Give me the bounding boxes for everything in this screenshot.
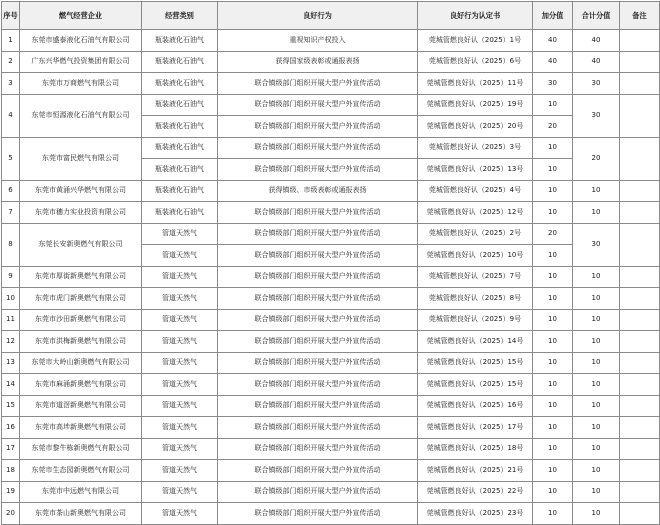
table-row xyxy=(2,223,660,245)
cell-cert: 莞城管燃良好认（2025）8号 xyxy=(418,288,533,310)
cell-type: 瓶装液化石油气 xyxy=(142,30,218,52)
cell-type: 瓶装液化石油气 xyxy=(142,180,218,202)
cell-no: 19 xyxy=(2,481,20,503)
cell-add: 10 xyxy=(533,331,573,353)
cell-type: 瓶装液化石油气 xyxy=(142,94,218,116)
cell-add: 10 xyxy=(533,309,573,331)
cell-cert: 莞城管燃良好认（2025）14号 xyxy=(418,331,533,353)
cell-total: 10 xyxy=(573,266,620,288)
cell-no: 12 xyxy=(2,331,20,353)
cell-enterprise: 东莞市黎牛栋新奥燃气有限公司 xyxy=(20,438,142,460)
cell-type: 瓶装液化石油气 xyxy=(142,159,218,181)
cell-action: 联合镇级部门组织开展大型户外宣传活动 xyxy=(218,460,418,482)
cell-no: 10 xyxy=(2,288,20,310)
cell-enterprise: 东莞长安新奥燃气有限公司 xyxy=(20,223,142,266)
cell-action: 获得镇级、市级表彰或通报表扬 xyxy=(218,180,418,202)
cell-add: 10 xyxy=(533,288,573,310)
cell-cert: 莞城管燃良好认（2025）21号 xyxy=(418,460,533,482)
cell-note xyxy=(620,460,660,482)
cell-action: 联合镇级部门组织开展大型户外宣传活动 xyxy=(218,395,418,417)
cell-enterprise: 东莞市洪梅新奥燃气有限公司 xyxy=(20,331,142,353)
cell-note xyxy=(620,438,660,460)
cell-action: 联合镇级部门组织开展大型户外宣传活动 xyxy=(218,73,418,95)
cell-type: 管道天然气 xyxy=(142,223,218,245)
cell-note xyxy=(620,137,660,180)
table-row xyxy=(2,94,660,116)
cell-no: 5 xyxy=(2,137,20,180)
cell-note xyxy=(620,374,660,396)
table-row xyxy=(2,460,660,482)
cell-enterprise: 东莞市麻涌新奥燃气有限公司 xyxy=(20,374,142,396)
cell-action: 联合镇级部门组织开展大型户外宣传活动 xyxy=(218,202,418,224)
table-row xyxy=(2,481,660,503)
cell-no: 9 xyxy=(2,266,20,288)
cell-action: 重视知识产权投入 xyxy=(218,30,418,52)
cell-cert: 莞城管燃良好认（2025）16号 xyxy=(418,395,533,417)
cell-add: 10 xyxy=(533,352,573,374)
cell-add: 10 xyxy=(533,481,573,503)
cell-note xyxy=(620,331,660,353)
cell-enterprise: 广东兴华燃气投资集团有限公司 xyxy=(20,51,142,73)
cell-cert: 莞城管燃良好认（2025）10号 xyxy=(418,245,533,267)
cell-enterprise: 东莞市恒源液化石油气有限公司 xyxy=(20,94,142,137)
cell-no: 18 xyxy=(2,460,20,482)
cell-add: 30 xyxy=(533,73,573,95)
cell-cert: 莞城管燃良好认（2025）7号 xyxy=(418,266,533,288)
cell-type: 瓶装液化石油气 xyxy=(142,137,218,159)
cell-no: 20 xyxy=(2,503,20,525)
header-note: 备注 xyxy=(620,2,660,30)
cell-total: 10 xyxy=(573,395,620,417)
cell-note xyxy=(620,309,660,331)
cell-total: 20 xyxy=(573,137,620,180)
table-row xyxy=(2,266,660,288)
cell-enterprise: 东莞市黄涌兴华燃气有限公司 xyxy=(20,180,142,202)
cell-cert: 莞城管燃良好认（2025）15号 xyxy=(418,352,533,374)
table-row xyxy=(2,73,660,95)
cell-add: 10 xyxy=(533,374,573,396)
cell-add: 10 xyxy=(533,137,573,159)
cell-note xyxy=(620,51,660,73)
cell-add: 20 xyxy=(533,116,573,138)
cell-type: 瓶装液化石油气 xyxy=(142,51,218,73)
table-row xyxy=(2,331,660,353)
cell-total: 10 xyxy=(573,503,620,525)
cell-action: 联合镇级部门组织开展大型户外宣传活动 xyxy=(218,309,418,331)
header-type: 经营类别 xyxy=(142,2,218,30)
cell-type: 瓶装液化石油气 xyxy=(142,202,218,224)
cell-total: 10 xyxy=(573,460,620,482)
header-row xyxy=(2,2,660,30)
cell-no: 3 xyxy=(2,73,20,95)
cell-type: 管道天然气 xyxy=(142,460,218,482)
header-enterprise: 燃气经营企业 xyxy=(20,2,142,30)
header-action: 良好行为 xyxy=(218,2,418,30)
cell-cert: 莞城管燃良好认（2025）20号 xyxy=(418,116,533,138)
table-row xyxy=(2,137,660,159)
cell-enterprise: 东莞市生态园新奥燃气有限公司 xyxy=(20,460,142,482)
cell-type: 管道天然气 xyxy=(142,438,218,460)
cell-cert: 莞城管燃良好认（2025）15号 xyxy=(418,374,533,396)
cell-enterprise: 东莞市道滘新奥燃气有限公司 xyxy=(20,395,142,417)
table-row xyxy=(2,309,660,331)
cell-total: 10 xyxy=(573,288,620,310)
cell-total: 10 xyxy=(573,352,620,374)
cell-type: 管道天然气 xyxy=(142,266,218,288)
table-row xyxy=(2,395,660,417)
cell-total: 10 xyxy=(573,438,620,460)
cell-no: 8 xyxy=(2,223,20,266)
cell-no: 16 xyxy=(2,417,20,439)
table-row xyxy=(2,374,660,396)
good-behavior-table xyxy=(1,1,660,525)
table-row xyxy=(2,180,660,202)
header-add: 加分值 xyxy=(533,2,573,30)
cell-no: 1 xyxy=(2,30,20,52)
cell-no: 17 xyxy=(2,438,20,460)
cell-cert: 莞城管燃良好认（2025）2号 xyxy=(418,223,533,245)
cell-action: 联合镇级部门组织开展大型户外宣传活动 xyxy=(218,481,418,503)
cell-cert: 莞城管燃良好认（2025）23号 xyxy=(418,503,533,525)
cell-action: 联合镇级部门组织开展大型户外宣传活动 xyxy=(218,438,418,460)
cell-action: 联合镇级部门组织开展大型户外宣传活动 xyxy=(218,417,418,439)
cell-add: 20 xyxy=(533,223,573,245)
table-row xyxy=(2,417,660,439)
cell-action: 联合镇级部门组织开展大型户外宣传活动 xyxy=(218,352,418,374)
cell-action: 联合镇级部门组织开展大型户外宣传活动 xyxy=(218,503,418,525)
cell-note xyxy=(620,94,660,137)
cell-add: 10 xyxy=(533,266,573,288)
cell-note xyxy=(620,395,660,417)
cell-total: 40 xyxy=(573,30,620,52)
cell-action: 联合镇级部门组织开展大型户外宣传活动 xyxy=(218,331,418,353)
cell-type: 瓶装液化石油气 xyxy=(142,73,218,95)
cell-type: 管道天然气 xyxy=(142,331,218,353)
cell-action: 联合镇级部门组织开展大型户外宣传活动 xyxy=(218,374,418,396)
cell-enterprise: 东莞市大岭山新奥燃气有限公司 xyxy=(20,352,142,374)
cell-enterprise: 东莞市高埗新奥燃气有限公司 xyxy=(20,417,142,439)
cell-total: 10 xyxy=(573,417,620,439)
cell-no: 6 xyxy=(2,180,20,202)
cell-no: 11 xyxy=(2,309,20,331)
cell-note xyxy=(620,73,660,95)
table-row xyxy=(2,288,660,310)
cell-total: 40 xyxy=(573,51,620,73)
table-row xyxy=(2,503,660,525)
cell-enterprise: 东莞市万商燃气有限公司 xyxy=(20,73,142,95)
cell-total: 10 xyxy=(573,180,620,202)
cell-no: 14 xyxy=(2,374,20,396)
cell-note xyxy=(620,202,660,224)
cell-cert: 莞城管燃良好认（2025）13号 xyxy=(418,159,533,181)
cell-add: 10 xyxy=(533,395,573,417)
cell-total: 30 xyxy=(573,73,620,95)
cell-enterprise: 东莞市茶山新奥燃气有限公司 xyxy=(20,503,142,525)
cell-note xyxy=(620,481,660,503)
cell-type: 管道天然气 xyxy=(142,352,218,374)
cell-action: 联合镇级部门组织开展大型户外宣传活动 xyxy=(218,266,418,288)
cell-cert: 莞城管燃良好认（2025）12号 xyxy=(418,202,533,224)
cell-type: 管道天然气 xyxy=(142,309,218,331)
cell-action: 联合镇级部门组织开展大型户外宣传活动 xyxy=(218,137,418,159)
cell-cert: 莞城管燃良好认（2025）22号 xyxy=(418,481,533,503)
cell-cert: 莞城管燃良好认（2025）1号 xyxy=(418,30,533,52)
table-body xyxy=(2,30,660,525)
cell-enterprise: 东莞市厚街新奥燃气有限公司 xyxy=(20,266,142,288)
cell-type: 管道天然气 xyxy=(142,374,218,396)
cell-no: 7 xyxy=(2,202,20,224)
cell-action: 联合镇级部门组织开展大型户外宣传活动 xyxy=(218,159,418,181)
cell-total: 10 xyxy=(573,309,620,331)
cell-enterprise: 东莞市穗力实业投资有限公司 xyxy=(20,202,142,224)
cell-cert: 莞城管燃良好认（2025）18号 xyxy=(418,438,533,460)
cell-add: 10 xyxy=(533,202,573,224)
header-cert: 良好行为认定书 xyxy=(418,2,533,30)
cell-type: 管道天然气 xyxy=(142,481,218,503)
header-total: 合计分值 xyxy=(573,2,620,30)
cell-total: 30 xyxy=(573,223,620,266)
cell-type: 管道天然气 xyxy=(142,245,218,267)
cell-total: 10 xyxy=(573,481,620,503)
cell-add: 40 xyxy=(533,30,573,52)
cell-no: 15 xyxy=(2,395,20,417)
cell-action: 联合镇级部门组织开展大型户外宣传活动 xyxy=(218,94,418,116)
cell-cert: 莞城管燃良好认（2025）19号 xyxy=(418,94,533,116)
cell-cert: 莞城管燃良好认（2025）6号 xyxy=(418,51,533,73)
cell-no: 2 xyxy=(2,51,20,73)
table-row xyxy=(2,51,660,73)
cell-add: 40 xyxy=(533,51,573,73)
cell-note xyxy=(620,30,660,52)
cell-total: 30 xyxy=(573,94,620,137)
cell-total: 10 xyxy=(573,202,620,224)
cell-cert: 莞城管燃良好认（2025）4号 xyxy=(418,180,533,202)
cell-action: 获得国家级表彰或通报表扬 xyxy=(218,51,418,73)
cell-note xyxy=(620,288,660,310)
cell-add: 10 xyxy=(533,180,573,202)
cell-type: 瓶装液化石油气 xyxy=(142,116,218,138)
cell-add: 10 xyxy=(533,94,573,116)
table-row xyxy=(2,30,660,52)
cell-add: 10 xyxy=(533,438,573,460)
cell-enterprise: 东莞市沙田新奥燃气有限公司 xyxy=(20,309,142,331)
cell-type: 管道天然气 xyxy=(142,288,218,310)
cell-add: 10 xyxy=(533,460,573,482)
cell-cert: 莞城管燃良好认（2025）17号 xyxy=(418,417,533,439)
cell-enterprise: 东莞市中远燃气有限公司 xyxy=(20,481,142,503)
table-row xyxy=(2,352,660,374)
cell-no: 4 xyxy=(2,94,20,137)
header-no: 序号 xyxy=(2,2,20,30)
cell-add: 10 xyxy=(533,417,573,439)
cell-action: 联合镇级部门组织开展大型户外宣传活动 xyxy=(218,223,418,245)
cell-note xyxy=(620,266,660,288)
cell-note xyxy=(620,180,660,202)
cell-add: 10 xyxy=(533,159,573,181)
cell-no: 13 xyxy=(2,352,20,374)
table-row xyxy=(2,202,660,224)
cell-type: 管道天然气 xyxy=(142,503,218,525)
cell-add: 10 xyxy=(533,503,573,525)
cell-note xyxy=(620,503,660,525)
cell-enterprise: 东莞市富民燃气有限公司 xyxy=(20,137,142,180)
table-row xyxy=(2,438,660,460)
cell-cert: 莞城管燃良好认（2025）3号 xyxy=(418,137,533,159)
cell-action: 联合镇级部门组织开展大型户外宣传活动 xyxy=(218,245,418,267)
cell-action: 联合镇级部门组织开展大型户外宣传活动 xyxy=(218,116,418,138)
cell-enterprise: 东莞市虎门新奥燃气有限公司 xyxy=(20,288,142,310)
cell-type: 管道天然气 xyxy=(142,395,218,417)
cell-cert: 莞城管燃良好认（2025）9号 xyxy=(418,309,533,331)
cell-type: 管道天然气 xyxy=(142,417,218,439)
cell-cert: 莞城管燃良好认（2025）11号 xyxy=(418,73,533,95)
cell-note xyxy=(620,417,660,439)
cell-total: 10 xyxy=(573,331,620,353)
cell-note xyxy=(620,352,660,374)
cell-add: 10 xyxy=(533,245,573,267)
cell-enterprise: 东莞市盛泰液化石油气有限公司 xyxy=(20,30,142,52)
cell-total: 10 xyxy=(573,374,620,396)
cell-action: 联合镇级部门组织开展大型户外宣传活动 xyxy=(218,288,418,310)
cell-note xyxy=(620,223,660,266)
